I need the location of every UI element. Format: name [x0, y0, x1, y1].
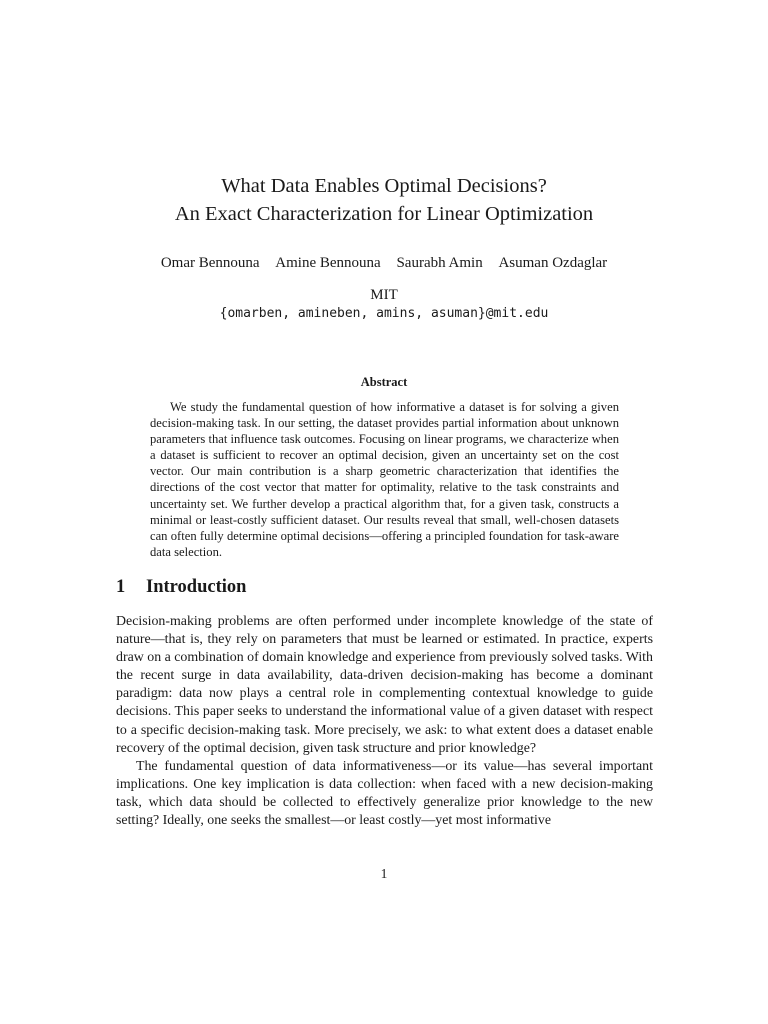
title-line-2: An Exact Characterization for Linear Optimization: [174, 203, 594, 225]
abstract-heading: Abstract: [360, 375, 408, 389]
affiliation: MIT: [370, 287, 398, 303]
section-title: Introduction: [146, 577, 247, 597]
section-heading: [116, 577, 246, 598]
author-name: Saurabh Amin: [396, 255, 483, 271]
author-emails: {omarben, amineben, amins, asuman}@mit.edu: [219, 306, 549, 321]
body-paragraph: Decision-making problems are often performed under incomplete knowledge of the state of nature—that is, they rely on parameters that must be learned or estimated. In practice, experts draw on a combination of domain knowledge and experience from previously solved tasks. With the recent surge in data availability, data-driven decision-making has become a dominant paradigm: data now plays a central role in complementing contextual knowledge to guide decisions. This paper seeks to understand the informational value of a given dataset with respect to a specific decision-making task. More precisely, we ask: to what extent does a dataset enable recovery of the optimal decision, given task structure and prior knowledge?: [116, 614, 653, 756]
abstract-text: We study the fundamental question of how informative a dataset is for solving a given decision-making task. In our setting, the dataset provides partial information about unknown parameters that influence task outcomes. Focusing on linear programs, we characterize when a dataset is sufficient to recover an optimal decision, given an uncertainty set on the cost vector. Our main contribution is a sharp geometric characterization that identifies the directions of the cost vector that matter for optimality, relative to the task constraints and uncertainty set. We further develop a practical algorithm that, for a given task, constructs a minimal or least-costly sufficient dataset. Our results reveal that small, well-chosen datasets can often fully determine optimal decisions—offering a principled foundation for task-aware data selection.: [150, 400, 619, 559]
paper-title: [0, 172, 768, 228]
author-name: Amine Bennouna: [275, 255, 381, 271]
section-body: [116, 613, 653, 830]
title-line-1: What Data Enables Optimal Decisions?: [221, 175, 547, 197]
author-name: Omar Bennouna: [160, 255, 260, 271]
body-paragraph: The fundamental question of data informativeness—or its value—has several important implications. One key implication is data collection: when faced with a new decision-making task, which data should be collected to effectively generalize prior knowledge to the new setting? Ideally, one seeks the smallest—or least costly—yet most informative: [116, 758, 653, 829]
author-name: Asuman Ozdaglar: [498, 255, 608, 271]
author-list: [0, 255, 768, 272]
page-number: 1: [380, 866, 388, 881]
section-number: 1: [116, 577, 126, 597]
